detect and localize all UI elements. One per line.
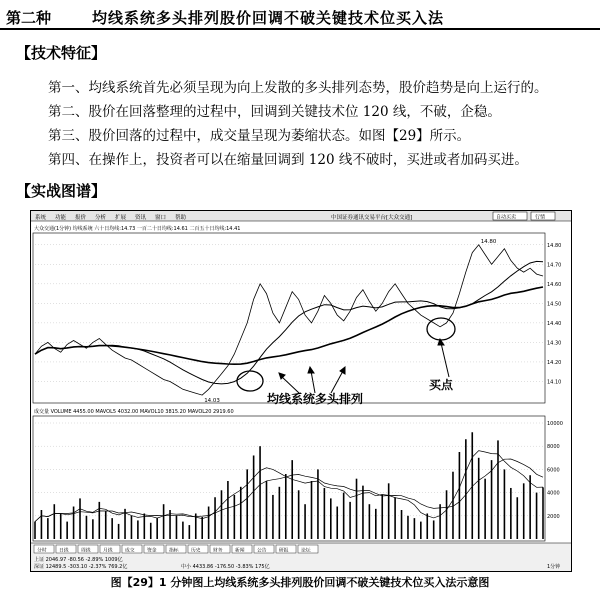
status-tab[interactable]: 新闻 [235,548,245,554]
low-label: 14.03 [204,398,220,405]
status-tab[interactable]: 资金 [147,548,157,554]
menu-item-7[interactable]: 帮助 [175,215,187,221]
price-line [35,245,543,395]
annotation-ma-bullish: 均线系统多头排列 [267,392,364,406]
menu-item-1[interactable]: 功能 [55,215,67,221]
volume-legend: 成交量 VOLUME 4455.00 MAVOL5 4032.00 MAVOL10 3815.20 MAVOL20 2919.60 [34,409,234,415]
menu-item-6[interactable]: 窗口 [155,215,167,221]
annotation-buy-point: 买点 [429,378,454,392]
figure-caption: 图【29】1 分钟图上均线系统多头排列股价回调不破关键技术位买入法示意图 [110,576,490,589]
bottom-right-label: 1分钟 [547,564,561,570]
chart-figure [30,210,572,572]
menu-item-4[interactable]: 扩展 [115,215,127,221]
volume-tick-label: 2000 [547,513,560,520]
menu-item-0[interactable]: 系统 [35,215,47,221]
ma-mid-line [35,261,543,384]
feature-paragraph-4: 第四、在操作上，投资者可以在缩量回调到 120 线不破时，买进或者加码买进。 [48,152,528,168]
chapter-header [0,4,600,30]
menu-item-5[interactable]: 资讯 [135,215,147,221]
price-tick-label: 14.20 [547,359,562,366]
window-button-1[interactable]: 行情 [535,214,546,221]
volume-tick-label: 6000 [547,467,560,474]
price-tick-label: 14.80 [547,242,562,249]
window-title: 中国证券通讯交易平台[大众交通] [331,215,413,221]
price-legend: 大众交通(1分钟) 均线系统 六十日均线:14.73 一百二十日均线:14.61 二百五十日均线:14.41 [34,226,241,232]
status-tab[interactable]: 论坛 [301,548,311,554]
chapter-title: 均线系统多头排列股价回调不破关键技术位买入法 [92,9,445,27]
status-tab[interactable]: 月线 [103,548,113,554]
features-heading: 【技术特征】 [16,44,107,62]
chart-section-heading: 【实战图谱】 [16,182,107,200]
buy-point-circle [427,318,455,340]
volume-tick-label: 4000 [547,490,560,497]
feature-paragraph-3: 第三、股价回落的过程中，成交量呈现为萎缩状态。如图【29】所示。 [48,128,471,144]
feature-paragraph-2: 第二、股价在回落整理的过程中，回调到关键技术位 120 线，不破，企稳。 [48,104,501,120]
feature-paragraph-1: 第一、均线系统首先必须呈现为向上发散的多头排列态势，股价趋势是向上运行的。 [48,80,548,96]
header-rule [0,28,600,30]
status-line-2: 深证 12489.5 -303.10 -2.37% 769.2亿 [34,564,128,570]
status-tab[interactable]: 研报 [279,548,289,554]
menu-item-2[interactable]: 报价 [75,215,87,221]
menu-item-3[interactable]: 分析 [95,215,107,221]
annotation-arrows [279,339,449,393]
chapter-label: 第二种 [6,9,52,27]
status-tab[interactable]: 公告 [257,548,267,554]
stock-chart [31,211,571,571]
ma-cross-circle [237,371,263,391]
status-tab[interactable]: 分时 [37,548,47,554]
volume-tick-label: 8000 [547,444,560,451]
status-tab[interactable]: 周线 [81,548,91,554]
price-tick-label: 14.30 [547,340,562,347]
status-line-3: 中小 4433.86 -176.50 -3.83% 175亿 [181,564,270,570]
price-tick-label: 14.10 [547,379,562,386]
status-tab[interactable]: 日线 [59,548,69,554]
status-line-1: 上证 2046.97 -80.56 -2.89% 1009亿 [34,557,123,563]
price-tick-label: 14.50 [547,301,562,308]
high-label: 14.80 [480,238,497,245]
window-button-0[interactable]: 自动买卖 [496,214,517,221]
price-tick-label: 14.40 [547,320,562,327]
price-tick-label: 14.70 [547,262,562,269]
status-tab[interactable]: 财务 [213,548,223,554]
status-tab[interactable]: 指标 [169,548,179,554]
status-tab[interactable]: 历史 [191,548,201,554]
status-tab[interactable]: 成交 [125,548,135,554]
price-tick-label: 14.60 [547,281,562,288]
volume-tick-label: 10000 [547,421,563,427]
